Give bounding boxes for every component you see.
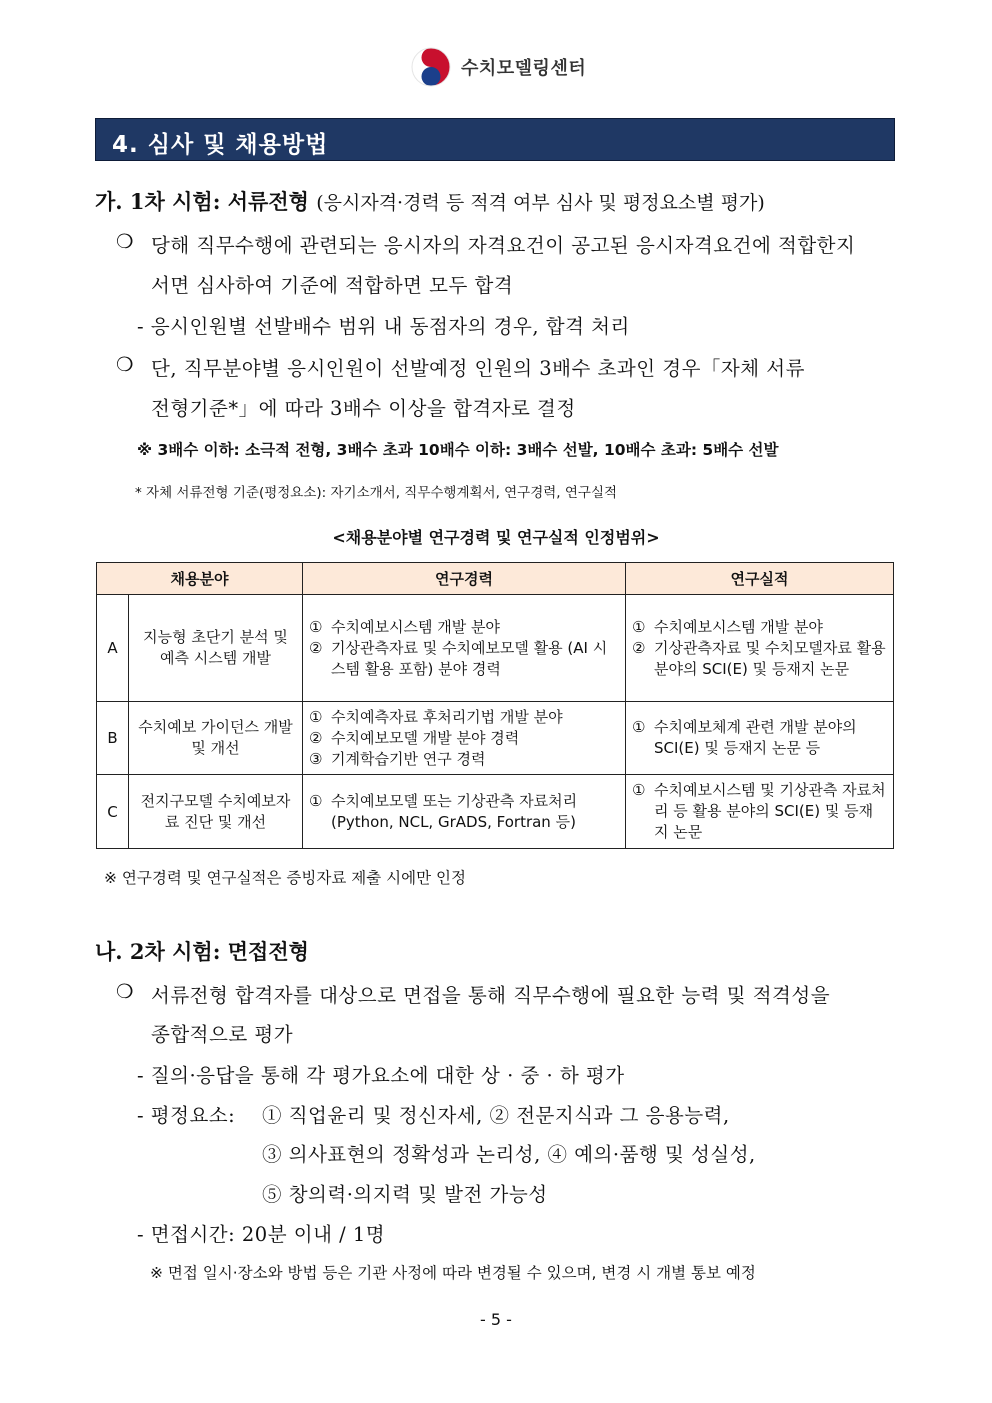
bullet-mark: ❍ [116, 353, 134, 376]
row-code: B [97, 702, 129, 775]
table-row [97, 702, 894, 775]
list-item: ① 수치예보시스템 개발 분야 [632, 617, 823, 636]
evaluation-factors: ③ 의사표현의 정확성과 논리성, ④ 예의·품행 및 성실성, [262, 1143, 756, 1166]
row-field: 전지구모델 수치예보자료 진단 및 개선 [129, 775, 303, 849]
taegeuk-logo-icon [411, 47, 451, 87]
page-number: - 5 - [480, 1310, 512, 1329]
experience-cell [303, 595, 626, 702]
list-item: ② 기상관측자료 및 수치예보모델 활용 (AI 시스템 활용 포함) 분야 경력 [309, 638, 608, 678]
table-header-row [97, 563, 894, 595]
bullet-text: 전형기준*」에 따라 3배수 이상을 합격자로 결정 [151, 397, 576, 420]
achievement-cell [626, 702, 894, 775]
list-item: ① 수치예보시스템 개발 분야 [309, 617, 500, 636]
list-item: ③ 기계학습기반 연구 경력 [309, 749, 486, 768]
column-header: 연구경력 [303, 563, 626, 595]
experience-cell [303, 775, 626, 849]
list-item: ① 수치예측자료 후처리기법 개발 분야 [309, 707, 563, 726]
bullet-text: 서류전형 합격자를 대상으로 면접을 통해 직무수행에 필요한 능력 및 적격성을 [151, 984, 831, 1007]
interview-note: ※ 면접 일시·장소와 방법 등은 기관 사정에 따라 변경될 수 있으며, 변경 시 개별 통보 예정 [150, 1264, 756, 1282]
section-title-bar [95, 118, 895, 161]
list-item: ② 수치예보모델 개발 분야 경력 [309, 728, 520, 747]
evaluation-factors: ① 직업윤리 및 정신자세, ② 전문지식과 그 응용능력, [262, 1104, 730, 1127]
table-note: ※ 연구경력 및 연구실적은 증빙자료 제출 시에만 인정 [104, 869, 466, 887]
bullet-text: 당해 직무수행에 관련되는 응시자의 자격요건이 공고된 응시자격요건에 적합한지 [151, 234, 856, 257]
list-item: ① 수치예보체계 관련 개발 분야의 SCI(E) 및 등재지 논문 등 [632, 718, 857, 757]
column-header: 연구실적 [626, 563, 894, 595]
list-item: ① 수치예보모델 또는 기상관측 자료처리 (Python, NCL, GrADS, Fortran 등) [309, 791, 578, 831]
achievement-cell [626, 595, 894, 702]
table-caption: <채용분야별 연구경력 및 연구실적 인정범위> [332, 528, 660, 547]
table-row [97, 595, 894, 702]
row-code: C [97, 775, 129, 849]
achievement-cell [626, 775, 894, 849]
part-b-heading: 나. 2차 시험: 면접전형 [95, 939, 309, 964]
section-title: 4. 심사 및 채용방법 [112, 132, 329, 158]
table-row [97, 775, 894, 849]
footnote: * 자체 서류전형 기준(평정요소): 자기소개서, 직무수행계획서, 연구경력, 연구실적 [135, 485, 618, 501]
list-item: ② 기상관측자료 및 수치모델자료 활용 분야의 SCI(E) 및 등재지 논문 [632, 638, 886, 678]
dash-item: - 질의·응답을 통해 각 평가요소에 대한 상 · 중 · 하 평가 [137, 1064, 625, 1087]
list-item: ① 수치예보시스템 및 기상관측 자료처리 등 활용 분야의 SCI(E) 및 등재지 논문 [632, 781, 886, 841]
experience-cell [303, 702, 626, 775]
part-a-heading-text: 가. 1차 시험: 서류전형 [95, 189, 309, 214]
row-field: 지능형 초단기 분석 및 예측 시스템 개발 [129, 595, 303, 702]
row-field: 수치예보 가이던스 개발 및 개선 [129, 702, 303, 775]
bullet-text: 종합적으로 평가 [151, 1023, 294, 1046]
part-a-heading-note: (응시자격·경력 등 적격 여부 심사 및 평정요소별 평가) [316, 192, 765, 214]
ratio-note: ※ 3배수 이하: 소극적 전형, 3배수 초과 10배수 이하: 3배수 선발, 10배수 초과: 5배수 선발 [137, 441, 779, 459]
bullet-text: 단, 직무분야별 응시인원이 선발예정 인원의 3배수 초과인 경우「자체 서류 [151, 357, 805, 380]
dash-item: - 응시인원별 선발배수 범위 내 동점자의 경우, 합격 처리 [137, 315, 630, 338]
row-code: A [97, 595, 129, 702]
bullet-text: 서면 심사하여 기준에 적합하면 모두 합격 [151, 274, 514, 297]
dash-item-label: - 평정요소: [137, 1104, 236, 1127]
part-a-heading [95, 186, 765, 216]
bullet-mark: ❍ [116, 980, 134, 1003]
column-header: 채용분야 [97, 563, 303, 595]
evaluation-factors: ⑤ 창의력·의지력 및 발전 가능성 [262, 1183, 548, 1206]
dash-item: - 면접시간: 20분 이내 / 1명 [137, 1223, 386, 1246]
bullet-mark: ❍ [116, 230, 134, 253]
criteria-table [96, 562, 894, 849]
org-name: 수치모델링센터 [461, 58, 587, 79]
